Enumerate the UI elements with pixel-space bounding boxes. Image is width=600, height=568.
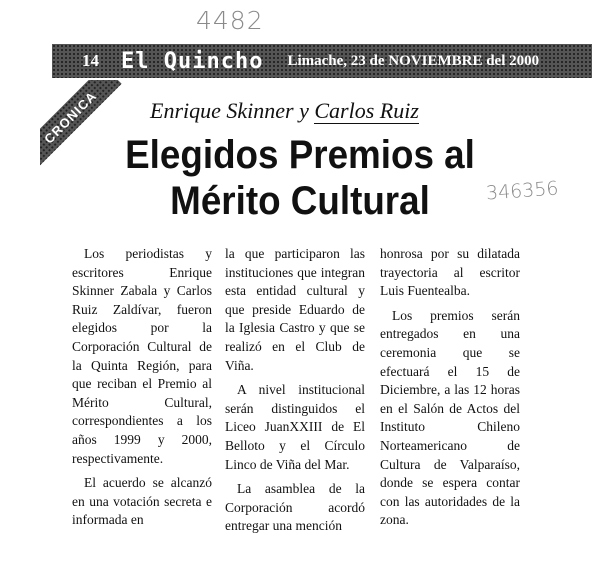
headline-line-2: Mérito Cultural <box>170 179 430 223</box>
newspaper-header-band <box>52 44 592 78</box>
section-tag: CRONICA <box>40 80 122 169</box>
paragraph: El acuerdo se alcanzó en una votación secreta e informada en <box>72 475 212 528</box>
paragraph: honrosa por su dilatada trayectoria al escritor Luis Fuentealba. <box>380 246 520 299</box>
paragraph: Los premios serán entregados en una ceremonia que se efectuará el 15 de Diciembre, a las 12 horas en el Salón de Actos del Instituto Chileno Norteamericano de Cultura de Valparaíso, donde se espera contar con las autoridades de la zona. <box>380 307 520 528</box>
subtitle-part-2: Carlos Ruiz <box>314 98 419 123</box>
handwritten-number-side: 346356 <box>485 177 560 205</box>
dateline: Limache, 23 de NOVIEMBRE del 2000 <box>287 52 540 69</box>
article-subtitle <box>150 98 419 124</box>
paragraph: la que participaron las instituciones que integran esta entidad cultural y que preside Eduardo de la Iglesia Castro y que se realizó en el Club de Viña. <box>225 246 365 373</box>
headline-line-1: Elegidos Premios al <box>125 133 475 177</box>
paragraph: La asamblea de la Corporación acordó entregar una mención <box>225 481 365 534</box>
article-headline <box>116 132 484 224</box>
article-column-2 <box>225 245 365 536</box>
page-number: 14 <box>82 51 99 70</box>
paragraph: A nivel institucional serán distinguidos el Liceo JuanXXIII de El Belloto y el Círculo Linco de Viña del Mar. <box>225 382 365 472</box>
article-column-1 <box>72 245 212 530</box>
subtitle-part-1: Enrique Skinner y <box>150 98 315 123</box>
paragraph: Los periodistas y escritores Enrique Skinner Zabala y Carlos Ruiz Zaldívar, fueron elegidos por la Corporación Cultural de la Quinta Región, para que reciban el Premio al Mérito Cultural, correspondientes a los años 1999 y 2000, respectivamente. <box>72 246 212 466</box>
handwritten-number-top: 4482 <box>196 6 264 35</box>
newspaper-name: El Quincho <box>121 48 264 74</box>
article-column-3 <box>380 245 520 530</box>
